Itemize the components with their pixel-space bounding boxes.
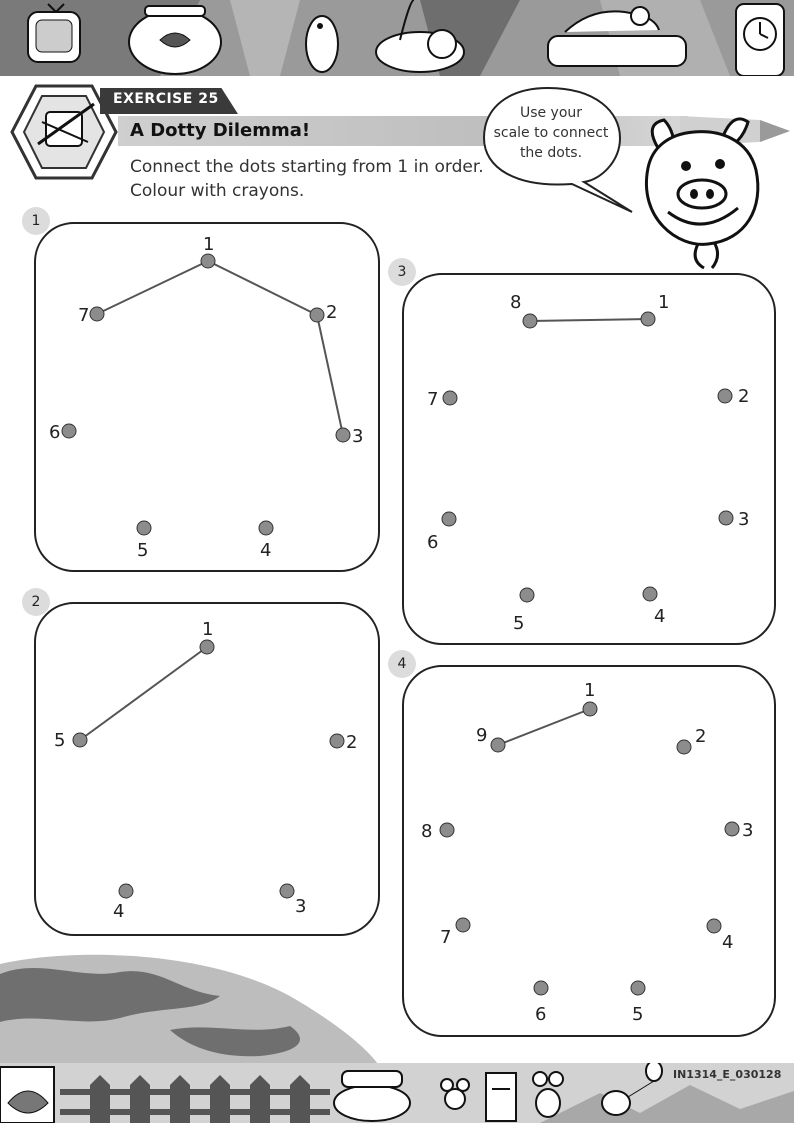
puzzle-4-dot-4[interactable] (707, 919, 721, 933)
puzzle-4-label-7: 7 (440, 927, 452, 948)
puzzle-4-label-5: 5 (632, 1004, 644, 1025)
puzzle-4-dot-2[interactable] (677, 740, 691, 754)
puzzle-2-label-4: 4 (113, 901, 125, 922)
puzzle-3-label-7: 7 (427, 389, 439, 410)
puzzle-4-dot-1[interactable] (583, 702, 597, 716)
puzzle-1-label-3: 3 (352, 426, 364, 447)
puzzle-1-label-1: 1 (203, 234, 215, 255)
puzzle-2-number: 2 (22, 588, 50, 616)
instruction-line-1: Connect the dots starting from 1 in order. (130, 157, 484, 177)
puzzle-3-label-8: 8 (510, 292, 522, 313)
puzzle-1-number: 1 (22, 207, 50, 235)
puzzle-3-label-5: 5 (513, 613, 525, 634)
puzzle-3-label-2: 2 (738, 386, 750, 407)
puzzle-4-label-8: 8 (421, 821, 433, 842)
puzzle-4-label-3: 3 (742, 820, 754, 841)
puzzle-2-label-1: 1 (202, 619, 214, 640)
puzzle-3-label-1: 1 (658, 292, 670, 313)
puzzle-4-dot-5[interactable] (631, 981, 645, 995)
puzzle-4-dot-9[interactable] (491, 738, 505, 752)
puzzle-4-label-9: 9 (476, 725, 488, 746)
document-code: IN1314_E_030128 (673, 1068, 782, 1081)
page-title: A Dotty Dilemma! (130, 120, 311, 141)
speech-line-3: the dots. (519, 145, 583, 161)
puzzle-3-label-3: 3 (738, 509, 750, 530)
puzzle-3-number: 3 (388, 258, 416, 286)
puzzle-1-label-7: 7 (78, 305, 90, 326)
puzzle-4-dot-3[interactable] (725, 822, 739, 836)
puzzle-3-label-4: 4 (654, 606, 666, 627)
puzzle-4-label-1: 1 (584, 680, 596, 701)
puzzle-4-number: 4 (388, 650, 416, 678)
instruction-line-2: Colour with crayons. (130, 181, 305, 201)
puzzle-3-label-6: 6 (427, 532, 439, 553)
teapot-cat-icon (334, 1071, 410, 1121)
puzzle-1-label-5: 5 (137, 540, 149, 561)
puzzle-4-label-4: 4 (722, 932, 734, 953)
speech-line-1: Use your (519, 105, 583, 121)
book-icon (486, 1073, 516, 1121)
puzzle-4-label-6: 6 (535, 1004, 547, 1025)
puzzle-4-dot-6[interactable] (534, 981, 548, 995)
fish-icon (0, 1067, 54, 1123)
puzzle-2-label-3: 3 (295, 896, 307, 917)
puzzle-1-label-6: 6 (49, 422, 61, 443)
puzzle-4-label-2: 2 (695, 726, 707, 747)
exercise-label: EXERCISE 25 (113, 91, 219, 107)
puzzle-1-label-4: 4 (260, 540, 272, 561)
puzzle-1-label-2: 2 (326, 302, 338, 323)
puzzle-2-label-2: 2 (346, 732, 358, 753)
puzzle-4-dot-7[interactable] (456, 918, 470, 932)
puzzle-4-dot-8[interactable] (440, 823, 454, 837)
landscape-decoration (0, 952, 380, 1064)
puzzle-2-label-5: 5 (54, 730, 66, 751)
speech-line-2: scale to connect (493, 125, 609, 141)
